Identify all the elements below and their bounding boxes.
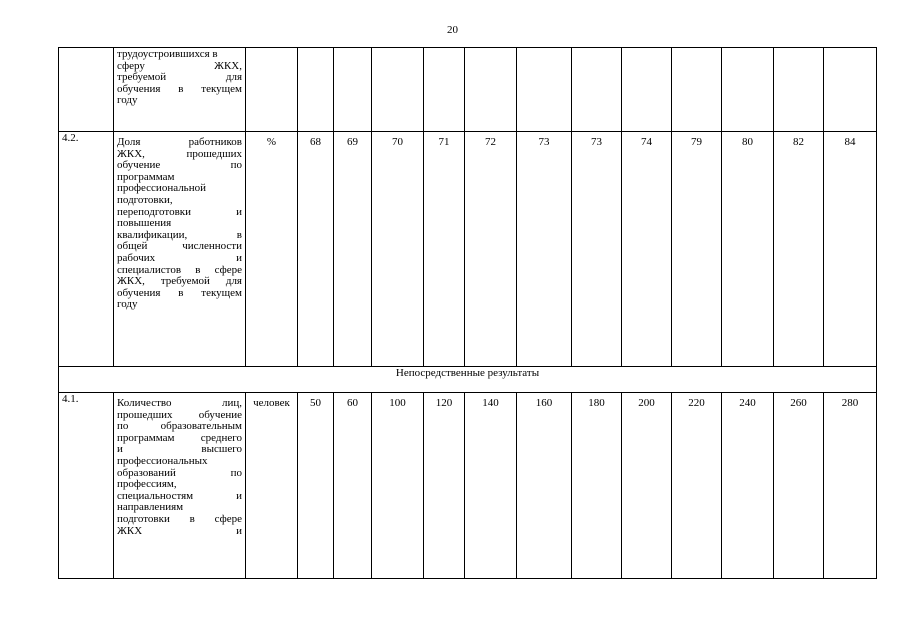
- value-cell: [572, 48, 622, 132]
- value-cell: 73: [517, 132, 572, 367]
- value-cell: [722, 48, 774, 132]
- value-cell: 68: [298, 132, 334, 367]
- description-line: по образовательным: [117, 420, 242, 433]
- description-line: сферу ЖКХ,: [117, 59, 242, 72]
- code-cell: 4.2.: [59, 132, 114, 367]
- description-line: повышения: [117, 217, 172, 230]
- value-cell: [424, 48, 465, 132]
- value-cell: 73: [572, 132, 622, 367]
- value-cell: 70: [372, 132, 424, 367]
- description-line: Количество лиц,: [117, 397, 242, 409]
- description-line: переподготовки и: [117, 205, 242, 218]
- description-line: обучение по: [117, 159, 242, 172]
- description-line: ЖКХ, требуемой для: [117, 275, 242, 288]
- description-line: прошедших обучение: [117, 408, 242, 421]
- value-cell: [517, 48, 572, 132]
- section-title: Непосредственные результаты: [59, 367, 877, 393]
- description-line: программам: [117, 170, 175, 183]
- value-cell: 71: [424, 132, 465, 367]
- value-cell: 80: [722, 132, 774, 367]
- description-line: специальностям и: [117, 489, 242, 502]
- description-line: специалистов в сфере: [117, 263, 242, 276]
- value-cell: [372, 48, 424, 132]
- value-cell: 84: [824, 132, 877, 367]
- value-cell: [622, 48, 672, 132]
- value-cell: 69: [334, 132, 372, 367]
- value-cell: 200: [622, 393, 672, 579]
- value-cell: [334, 48, 372, 132]
- description-cell: [114, 132, 246, 367]
- description-line: профессиям,: [117, 478, 177, 491]
- description-line: квалификации, в: [117, 228, 242, 241]
- value-cell: 79: [672, 132, 722, 367]
- indicator-table: [58, 47, 877, 579]
- description-line: направлениям: [117, 501, 184, 514]
- description-line: и высшего: [117, 443, 242, 456]
- value-cell: [672, 48, 722, 132]
- table-row: [59, 48, 877, 132]
- description-line: обучения в текущем: [117, 82, 242, 95]
- value-cell: 82: [774, 132, 824, 367]
- value-cell: 280: [824, 393, 877, 579]
- page-number: 20: [447, 24, 458, 36]
- section-row: [59, 367, 877, 393]
- description-line: программам среднего: [117, 431, 242, 444]
- description-line: подготовки в сфере: [117, 512, 242, 525]
- value-cell: 240: [722, 393, 774, 579]
- description-line: профессиональной: [117, 182, 206, 195]
- value-cell: 260: [774, 393, 824, 579]
- description-line: подготовки,: [117, 193, 173, 206]
- value-cell: 160: [517, 393, 572, 579]
- value-cell: 140: [465, 393, 517, 579]
- description-line: трудоустроившихся в: [117, 48, 218, 60]
- description-cell: [114, 48, 246, 132]
- value-cell: [465, 48, 517, 132]
- table-row: [59, 132, 877, 367]
- table-row: [59, 393, 877, 579]
- unit-cell: [246, 48, 298, 132]
- value-cell: 100: [372, 393, 424, 579]
- value-cell: 50: [298, 393, 334, 579]
- description-line: обучения в текущем: [117, 286, 242, 299]
- value-cell: 220: [672, 393, 722, 579]
- value-cell: 120: [424, 393, 465, 579]
- description-line: требуемой для: [117, 71, 242, 84]
- description-line: ЖКХ и: [117, 524, 242, 537]
- value-cell: [298, 48, 334, 132]
- value-cell: 72: [465, 132, 517, 367]
- value-cell: [774, 48, 824, 132]
- value-cell: 74: [622, 132, 672, 367]
- description-line: общей численности: [117, 240, 242, 253]
- code-cell: 4.1.: [59, 393, 114, 579]
- description-line: образований по: [117, 466, 242, 479]
- value-cell: 60: [334, 393, 372, 579]
- unit-cell: человек: [246, 393, 298, 579]
- description-line: профессиональных: [117, 454, 208, 467]
- description-line: году: [117, 298, 138, 311]
- value-cell: [824, 48, 877, 132]
- description-line: рабочих и: [117, 251, 242, 264]
- description-cell: [114, 393, 246, 579]
- description-line: году: [117, 94, 138, 107]
- unit-cell: %: [246, 132, 298, 367]
- value-cell: 180: [572, 393, 622, 579]
- description-line: ЖКХ, прошедших: [117, 147, 242, 160]
- code-cell: [59, 48, 114, 132]
- description-line: Доля работников: [117, 136, 242, 148]
